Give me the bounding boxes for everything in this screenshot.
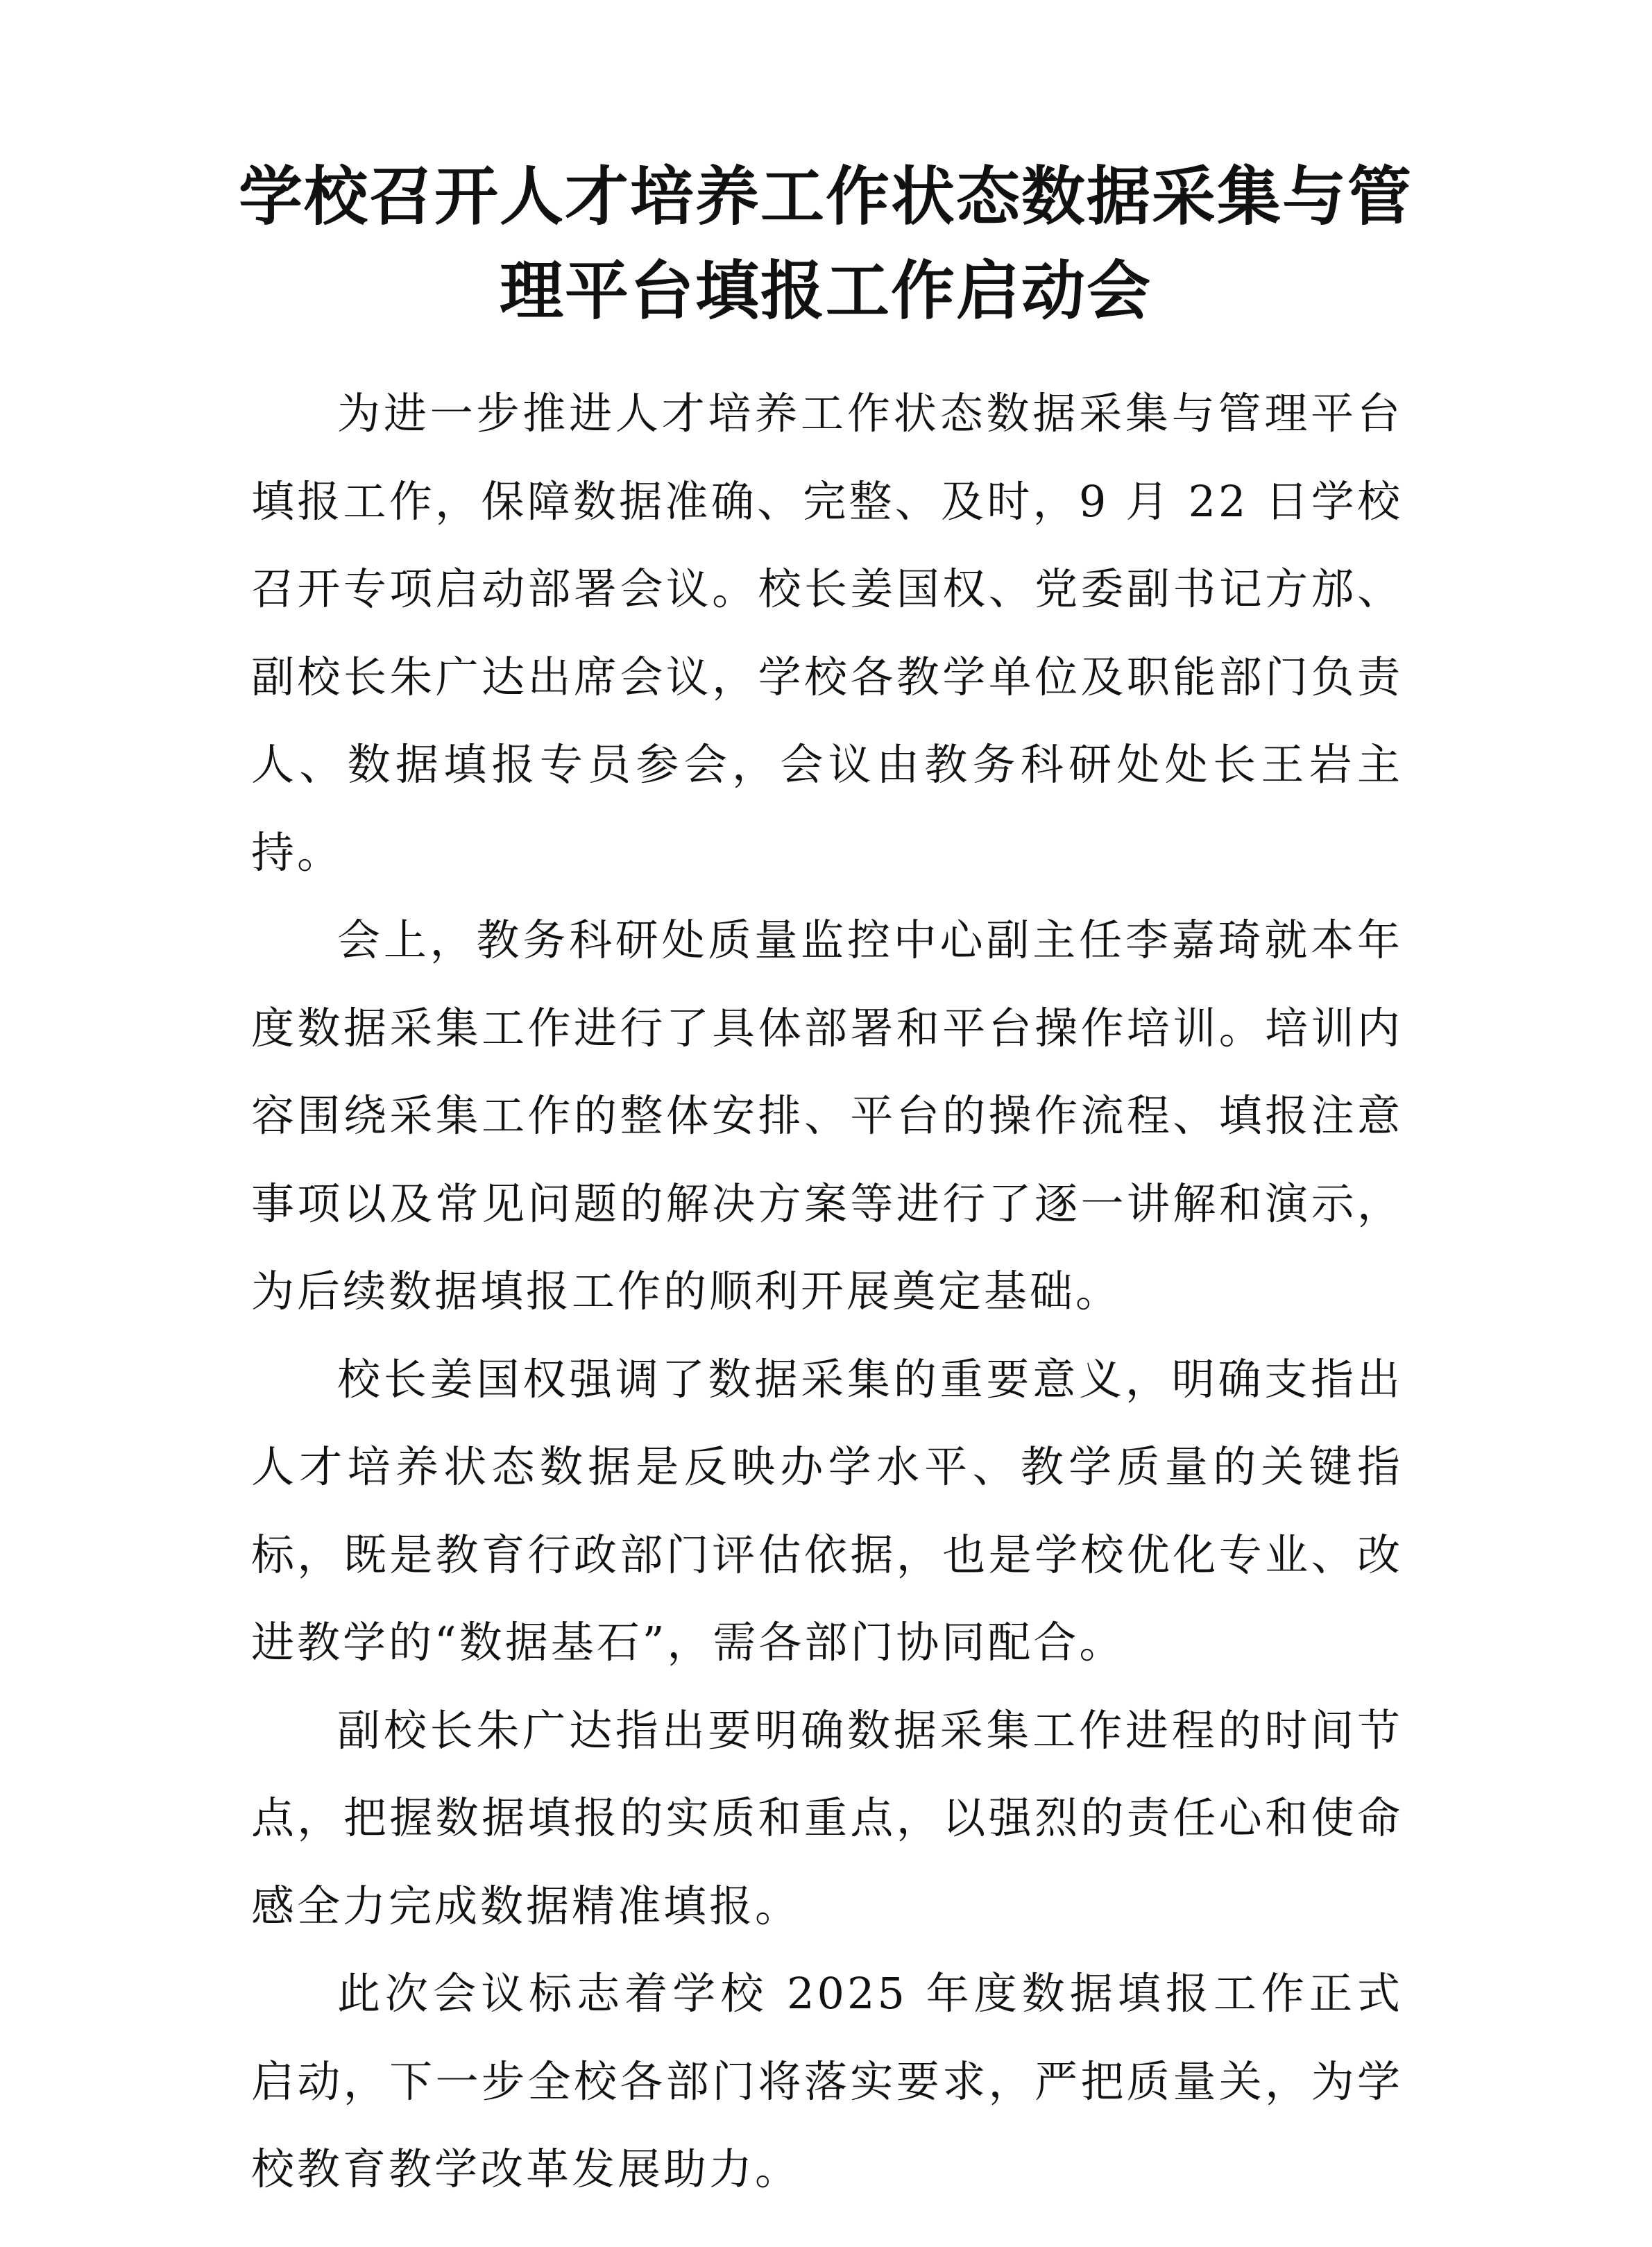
paragraph-2: 会上，教务科研处质量监控中心副主任李嘉琦就本年度数据采集工作进行了具体部署和平台操作培训。培训内容围绕采集工作的整体安排、平台的操作流程、填报注意事项以及常见问题的解决方案等进行了逐一讲解和演示，为后续数据填报工作的顺利开展奠定基础。	[251, 915, 1403, 1316]
paragraph-1: 为进一步推进人才培养工作状态数据采集与管理平台填报工作，保障数据准确、完整、及时，9 月 22 日学校召开专项启动部署会议。校长姜国权、党委副书记方邡、副校长朱广达出席会议，学校各教学单位及职能部门负责人、数据填报专员参会，会议由教务科研处处长王岩主持。	[251, 388, 1403, 878]
title-line-1: 学校召开人才培养工作状态数据采集与管	[238, 159, 1413, 234]
paragraph-5: 此次会议标志着学校 2025 年度数据填报工作正式启动，下一步全校各部门将落实要求，严把质量关，为学校教育教学改革发展助力。	[251, 1968, 1403, 2194]
title-line-2: 理平台填报工作启动会	[499, 253, 1152, 328]
article-body	[251, 370, 1403, 2214]
paragraph-4: 副校长朱广达指出要明确数据采集工作进程的时间节点，把握数据填报的实质和重点，以强烈的责任心和使命感全力完成数据精准填报。	[251, 1704, 1403, 1931]
page-title	[208, 149, 1443, 338]
paragraph-3: 校长姜国权强调了数据采集的重要意义，明确支指出人才培养状态数据是反映办学水平、教学质量的关键指标，既是教育行政部门评估依据，也是学校优化专业、改进教学的“数据基石”，需各部门协同配合。	[251, 1353, 1403, 1668]
